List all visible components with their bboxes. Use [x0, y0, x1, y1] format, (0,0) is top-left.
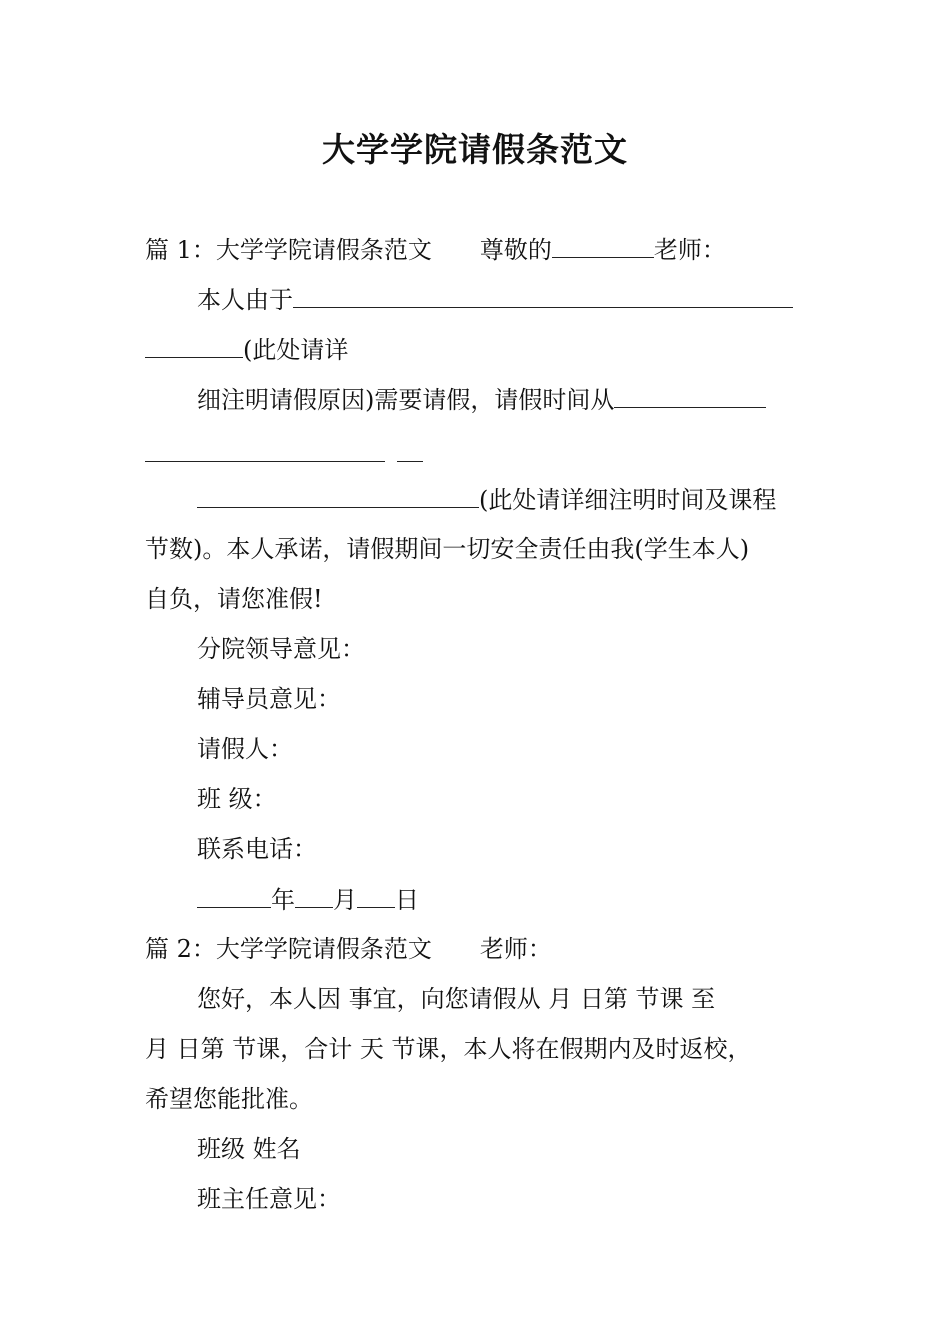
year-blank — [197, 883, 271, 908]
section1-heading-line — [145, 233, 835, 266]
reason-note-line — [145, 333, 835, 366]
reason-note: (此处请详 — [243, 336, 349, 364]
time-note-line — [197, 483, 887, 516]
reason-blank — [293, 283, 793, 308]
time-detail-blank — [197, 483, 479, 508]
reason-prefix: 本人由于 — [197, 286, 293, 314]
head-teacher-opinion: 班主任意见： — [197, 1185, 341, 1213]
month-blank — [295, 883, 333, 908]
time-blank — [614, 383, 766, 408]
section2-heading-line — [145, 933, 835, 965]
date-month: 月 — [333, 886, 357, 914]
section2-heading: 篇 2：大学学院请假条范文 — [145, 935, 432, 963]
promise-line-2: 自负，请您准假! — [145, 585, 323, 613]
class-name-label: 班级 姓名 — [197, 1135, 301, 1163]
date-year: 年 — [271, 886, 295, 914]
time-blank-cont — [145, 437, 385, 462]
branch-leader-opinion: 分院领导意见： — [197, 635, 365, 663]
time-blank-short — [397, 437, 423, 462]
salutation-prefix: 尊敬的 — [479, 236, 552, 264]
phone-label: 联系电话： — [197, 835, 317, 863]
document-title: 大学学院请假条范文 — [322, 130, 628, 169]
reason-note-cont: 细注明请假原因)需要请假，请假时间从 — [197, 386, 615, 414]
counselor-opinion: 辅导员意见： — [197, 685, 341, 713]
date-day: 日 — [395, 886, 419, 914]
section2-body-line-3: 希望您能批准。 — [145, 1085, 313, 1113]
section2-salutation: 老师： — [479, 935, 552, 963]
reason-line — [197, 283, 887, 316]
teacher-name-blank — [552, 233, 654, 258]
time-note: (此处请详细注明时间及课程 — [479, 486, 777, 514]
date-line — [197, 883, 887, 916]
day-blank — [357, 883, 395, 908]
promise-line-1: 节数)。本人承诺，请假期间一切安全责任由我(学生本人) — [145, 535, 750, 563]
section1-heading: 篇 1：大学学院请假条范文 — [145, 236, 432, 264]
time-blank-line — [145, 437, 835, 470]
section2-body-line-1: 您好，本人因 事宜，向您请假从 月 日第 节课 至 — [197, 985, 716, 1013]
salutation-suffix: 老师： — [653, 236, 726, 264]
section2-body-line-2: 月 日第 节课，合计 天 节课，本人将在假期内及时返校， — [145, 1035, 752, 1063]
class-label: 班 级： — [197, 785, 277, 813]
reason-blank-cont — [145, 333, 243, 358]
applicant-label: 请假人： — [197, 735, 293, 763]
reason-note-cont-line — [197, 383, 887, 416]
